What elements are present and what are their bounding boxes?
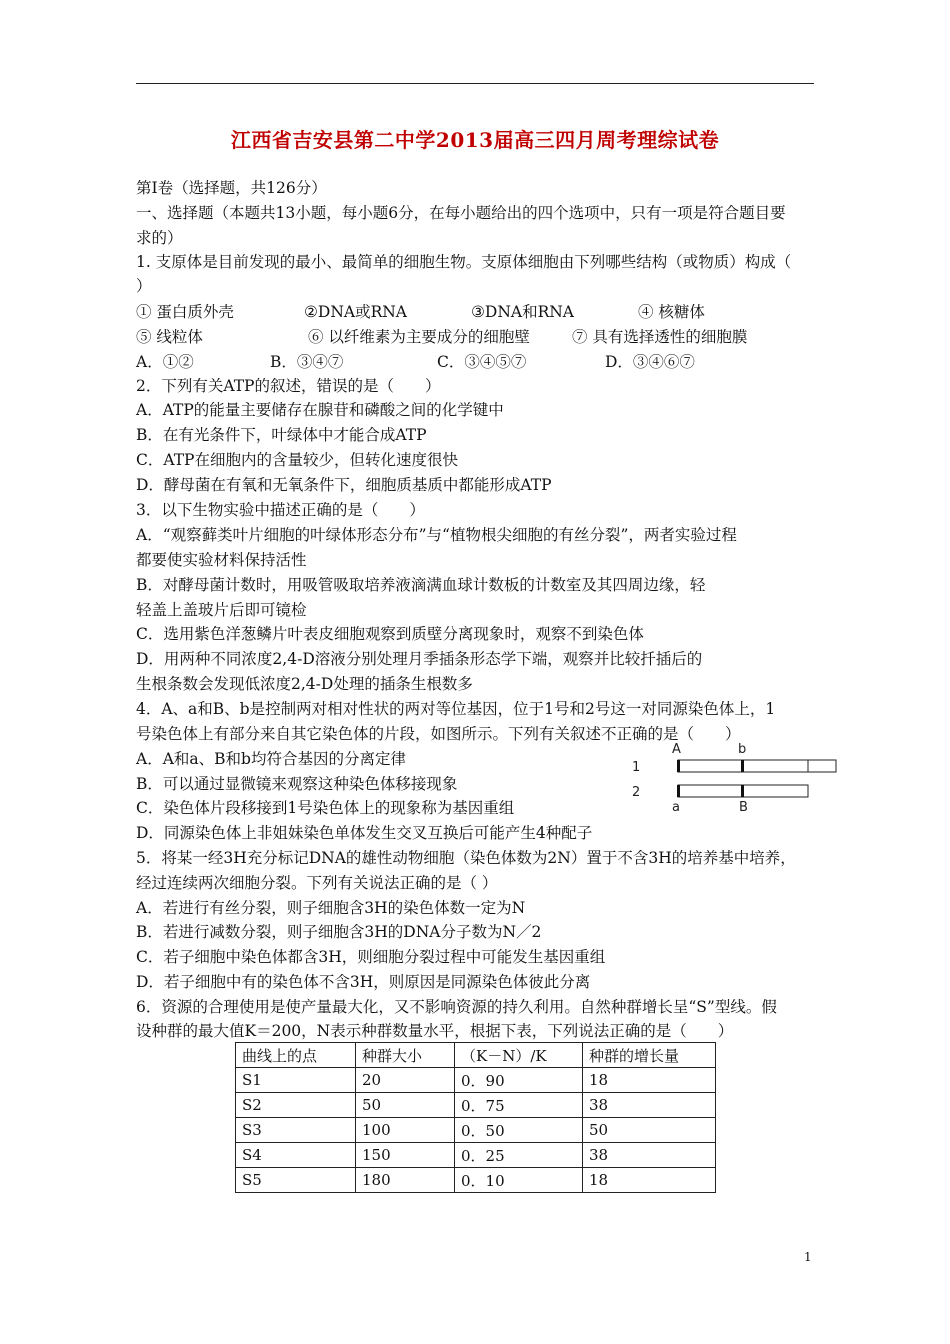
- q1-item-1: ① 蛋白质外壳: [136, 303, 234, 321]
- table-header-cell: 种群的增长量: [583, 1043, 716, 1068]
- chromosome-2-label: 2: [632, 785, 641, 800]
- q1-stem-line-1: 1. 支原体是目前发现的最小、最简单的细胞生物。支原体细胞由下列哪些结构（或物质）构成（: [136, 253, 792, 271]
- q4-option-d: D．同源染色体上非姐妹染色单体发生交叉互换后可能产生4种配子: [136, 824, 593, 842]
- chromosome-figure: [626, 738, 846, 818]
- q1-option-c: C．③④⑤⑦: [437, 353, 527, 371]
- locus-A-band: [677, 760, 680, 772]
- locus-a-band: [677, 785, 680, 797]
- table-header-cell: （K－N）/K: [455, 1043, 583, 1068]
- instructions-line-2: 求的）: [136, 229, 183, 247]
- q3-option-d-line-1: D．用两种不同浓度2,4-D溶液分别处理月季插条形态学下端，观察并比较扦插后的: [136, 650, 703, 668]
- gene-label-B: B: [739, 800, 748, 815]
- q3-option-d-line-2: 生根条数会发现低浓度2,4-D处理的插条生根数多: [136, 675, 473, 693]
- table-cell: S2: [236, 1093, 356, 1118]
- chromosome-1-label: 1: [632, 760, 641, 775]
- table-cell: 0．10: [455, 1168, 583, 1193]
- table-row: [236, 1068, 716, 1093]
- q1-item-2: ②DNA或RNA: [304, 303, 408, 321]
- locus-B-band: [741, 785, 744, 797]
- q4-stem-line-1: 4．A、a和B、b是控制两对相对性状的两对等位基因，位于1号和2号这一对同源染色体上，1: [136, 700, 776, 718]
- table-cell: 0．90: [455, 1068, 583, 1093]
- q1-item-5: ⑤ 线粒体: [136, 328, 203, 346]
- table-cell: 100: [356, 1118, 455, 1143]
- table-cell: 0．25: [455, 1143, 583, 1168]
- q1-item-3: ③DNA和RNA: [471, 303, 575, 321]
- q3-option-a-line-2: 都要使实验材料保持活性: [136, 551, 307, 569]
- gene-label-b: b: [738, 742, 747, 757]
- q1-item-4: ④ 核糖体: [638, 303, 705, 321]
- q5-option-c: C．若子细胞中染色体都含3H，则细胞分裂过程中可能发生基因重组: [136, 948, 606, 966]
- table-cell: S4: [236, 1143, 356, 1168]
- table-header-row: [236, 1043, 716, 1068]
- gene-label-a: a: [672, 800, 680, 815]
- table-cell: 150: [356, 1143, 455, 1168]
- table-header-cell: 曲线上的点: [236, 1043, 356, 1068]
- q3-option-a-line-1: A．“观察藓类叶片细胞的叶绿体形态分布”与“植物根尖细胞的有丝分裂”，两者实验过程: [136, 526, 737, 544]
- q1-stem-line-2: ）: [136, 277, 152, 295]
- q3-option-b-line-1: B．对酵母菌计数时，用吸管吸取培养液滴满血球计数板的计数室及其四周边缘，轻: [136, 576, 706, 594]
- table-cell: 50: [583, 1118, 716, 1143]
- table-cell: 38: [583, 1093, 716, 1118]
- table-cell: S3: [236, 1118, 356, 1143]
- table-header-cell: 种群大小: [356, 1043, 455, 1068]
- q3-option-c: C．选用紫色洋葱鳞片叶表皮细胞观察到质壁分离现象时，观察不到染色体: [136, 625, 644, 643]
- q6-stem-line-1: 6．资源的合理使用是使产量最大化，又不影响资源的持久利用。自然种群增长呈“S”型线。假: [136, 998, 777, 1016]
- q1-option-d: D．③④⑥⑦: [605, 353, 695, 371]
- q2-option-c: C．ATP在细胞内的含量较少，但转化速度很快: [136, 451, 458, 469]
- table-cell: 38: [583, 1143, 716, 1168]
- table-cell: 18: [583, 1168, 716, 1193]
- locus-b-band: [741, 760, 744, 772]
- table-cell: S5: [236, 1168, 356, 1193]
- q2-option-a: A．ATP的能量主要储存在腺苷和磷酸之间的化学键中: [136, 401, 504, 419]
- q3-stem: 3．以下生物实验中描述正确的是（ ）: [136, 501, 425, 519]
- table-cell: 20: [356, 1068, 455, 1093]
- q1-option-b: B．③④⑦: [270, 353, 344, 371]
- population-table: [235, 1042, 716, 1193]
- table-cell: 18: [583, 1068, 716, 1093]
- q5-option-b: B．若进行减数分裂，则子细胞含3H的DNA分子数为N／2: [136, 923, 542, 941]
- q2-option-b: B．在有光条件下，叶绿体中才能合成ATP: [136, 426, 427, 444]
- table-cell: 0．75: [455, 1093, 583, 1118]
- q5-option-d: D．若子细胞中有的染色体不含3H，则原因是同源染色体彼此分离: [136, 973, 591, 991]
- header-rule: [136, 83, 814, 84]
- q6-stem-line-2: 设种群的最大值K＝200，N表示种群数量水平，根据下表，下列说法正确的是（ ）: [136, 1022, 734, 1040]
- q5-option-a: A．若进行有丝分裂，则子细胞含3H的染色体数一定为N: [136, 899, 526, 917]
- exam-title: 江西省吉安县第二中学2013届高三四月周考理综试卷: [230, 128, 720, 152]
- q4-option-a: A．A和a、B和b均符合基因的分离定律: [136, 750, 406, 768]
- q2-option-d: D．酵母菌在有氧和无氧条件下，细胞质基质中都能形成ATP: [136, 476, 552, 494]
- q1-item-7: ⑦ 具有选择透性的细胞膜: [572, 328, 748, 346]
- page-number: 1: [804, 1250, 812, 1264]
- translocated-segment: [808, 760, 836, 772]
- q4-stem-line-2: 号染色体上有部分来自其它染色体的片段，如图所示。下列有关叙述不正确的是（ ）: [136, 725, 741, 743]
- table-row: [236, 1168, 716, 1193]
- table-row: [236, 1093, 716, 1118]
- instructions-line-1: 一、选择题（本题共13小题，每小题6分，在每小题给出的四个选项中，只有一项是符合题目要: [136, 204, 786, 222]
- q5-stem-line-1: 5．将某一经3H充分标记DNA的雄性动物细胞（染色体数为2N）置于不含3H的培养基中培养，: [136, 849, 796, 867]
- q1-option-a: A．①②: [136, 353, 194, 371]
- q3-option-b-line-2: 轻盖上盖玻片后即可镜检: [136, 601, 307, 619]
- gene-label-A: A: [672, 742, 681, 757]
- q1-item-6: ⑥ 以纤维素为主要成分的细胞壁: [308, 328, 530, 346]
- table-cell: 0．50: [455, 1118, 583, 1143]
- q4-option-b: B．可以通过显微镜来观察这种染色体移接现象: [136, 775, 458, 793]
- part-heading: 第I卷（选择题，共126分）: [136, 179, 327, 197]
- table-row: [236, 1143, 716, 1168]
- q4-option-c: C．染色体片段移接到1号染色体上的现象称为基因重组: [136, 799, 515, 817]
- q5-stem-line-2: 经过连续两次细胞分裂。下列有关说法正确的是（ ）: [136, 874, 498, 892]
- q2-stem: 2．下列有关ATP的叙述，错误的是（ ）: [136, 377, 441, 395]
- table-cell: 50: [356, 1093, 455, 1118]
- table-cell: S1: [236, 1068, 356, 1093]
- table-cell: 180: [356, 1168, 455, 1193]
- table-row: [236, 1118, 716, 1143]
